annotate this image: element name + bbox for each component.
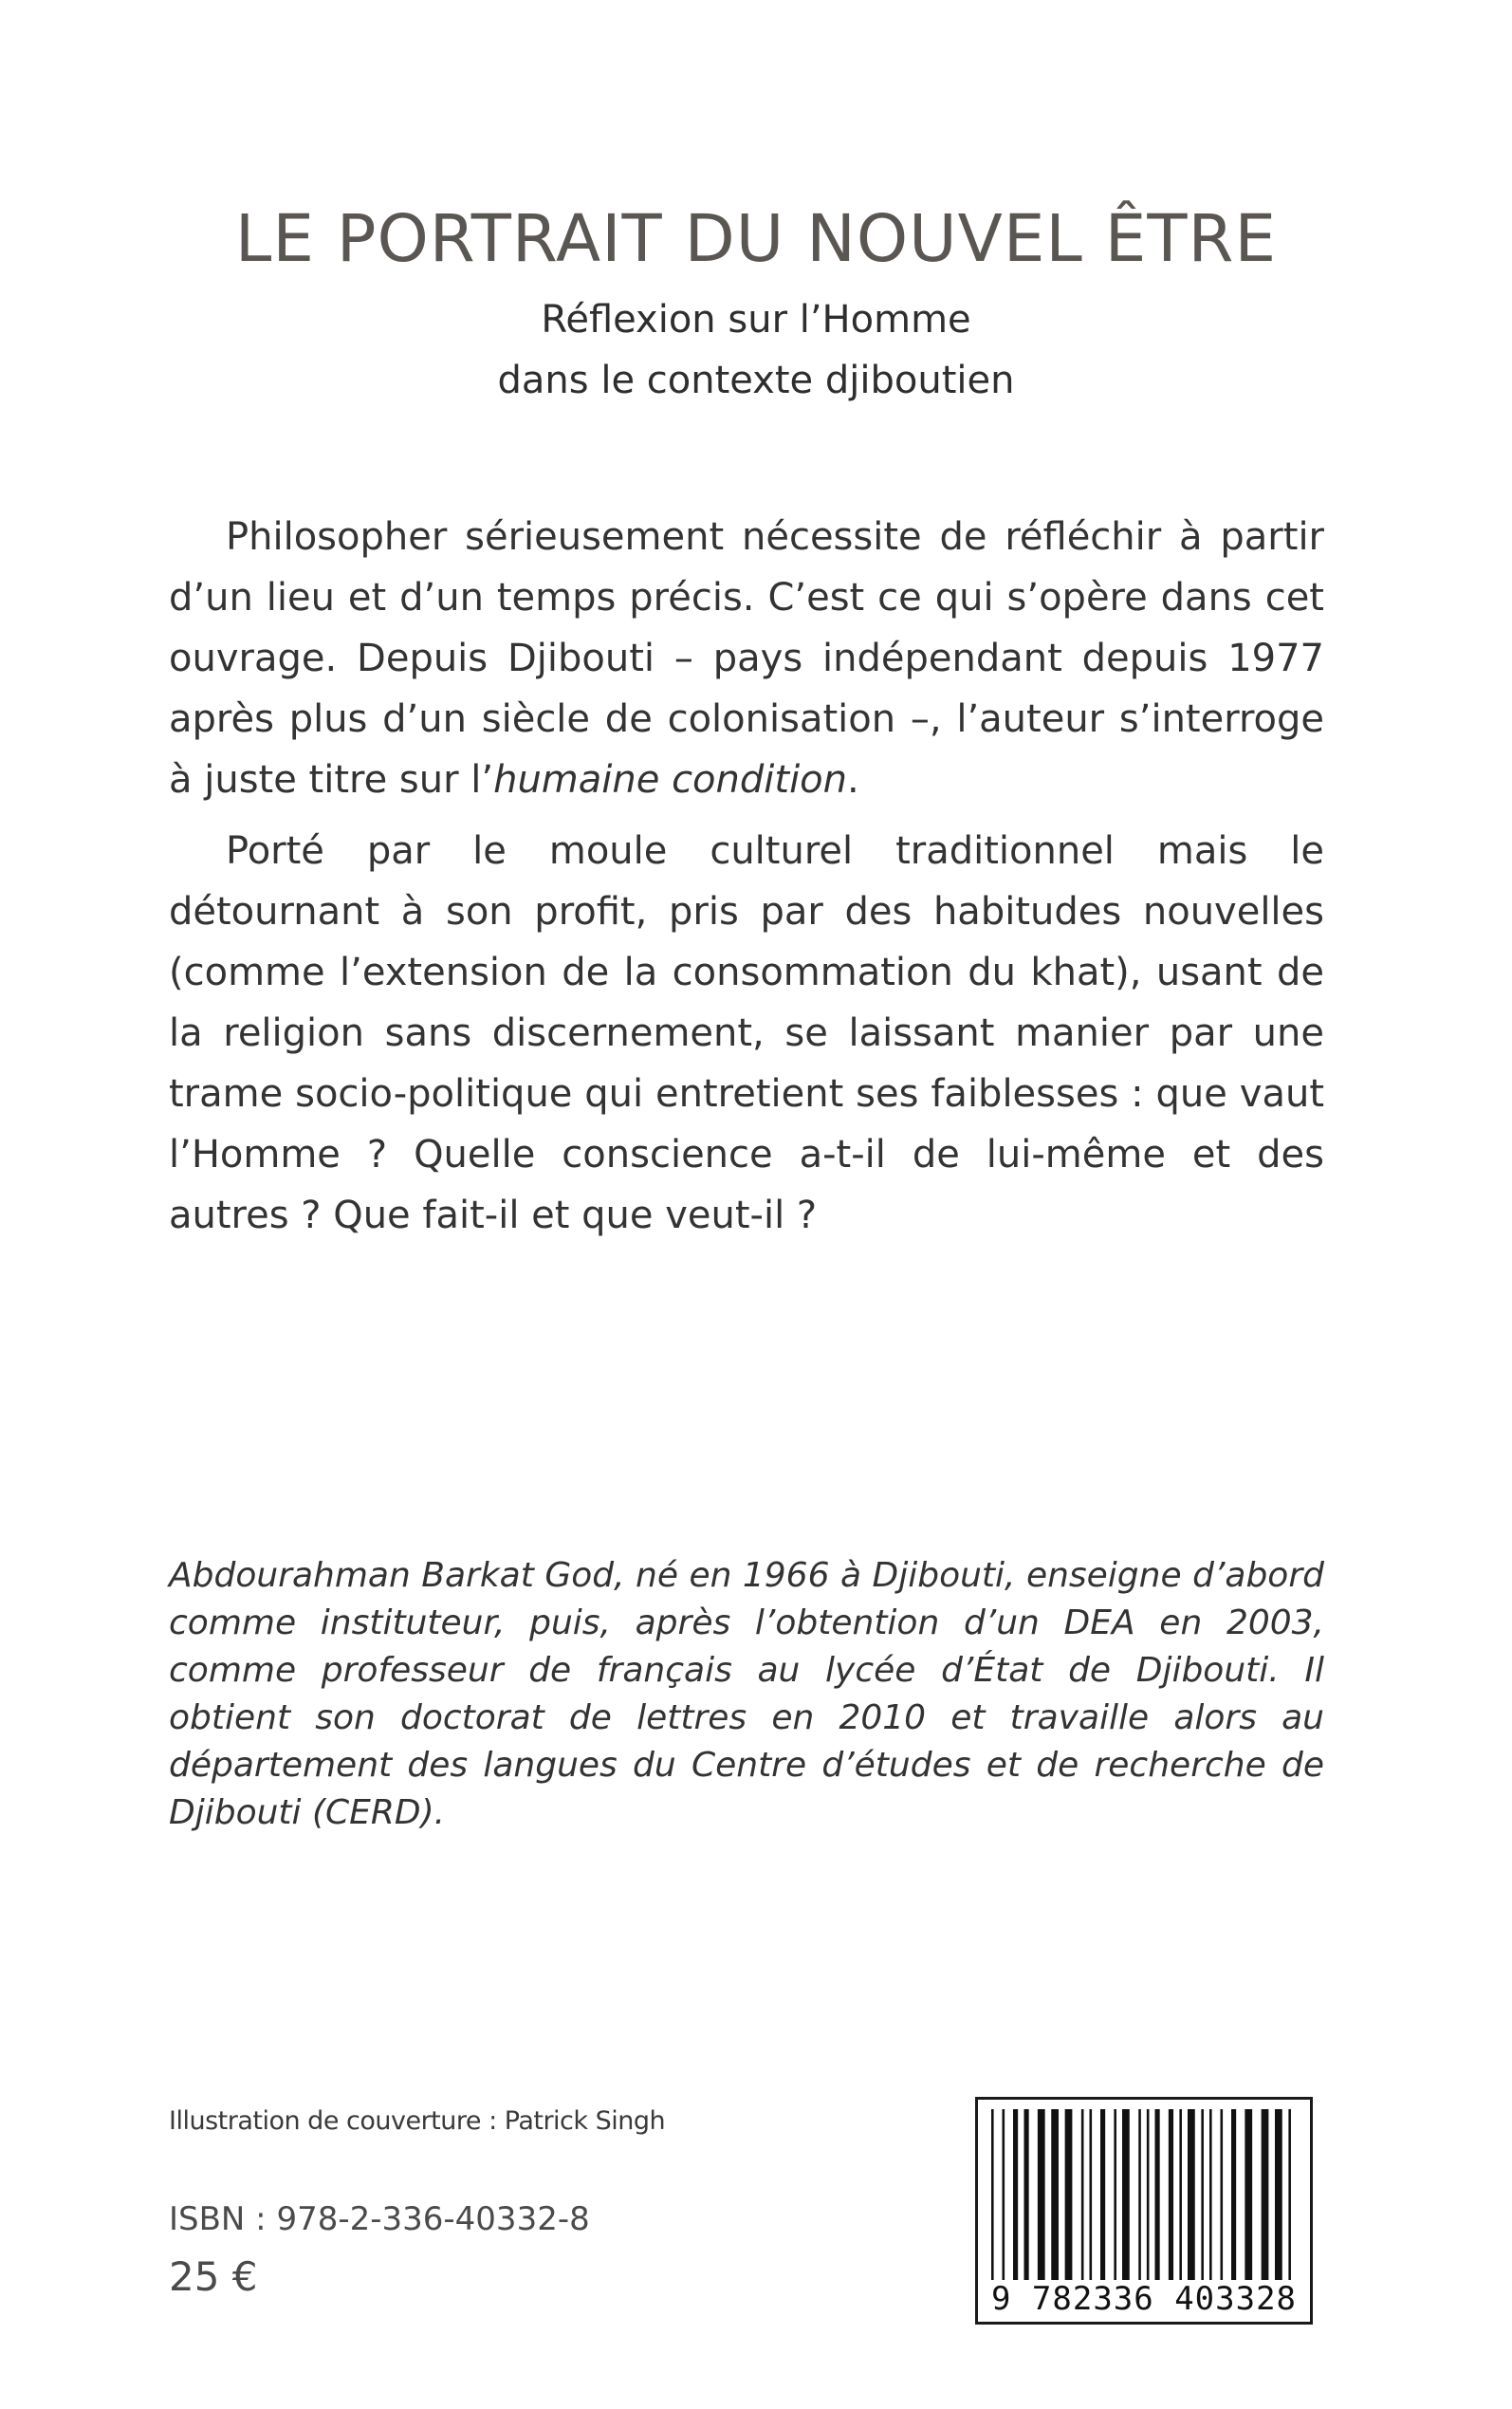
- barcode-bar: [1013, 2109, 1018, 2280]
- barcode-bar: [1169, 2109, 1173, 2280]
- barcode-bar: [1051, 2109, 1059, 2280]
- book-title: LE PORTRAIT DU NOUVEL ÊTRE: [234, 201, 1278, 277]
- barcode-bar: [991, 2109, 994, 2280]
- barcode-bar: [1221, 2109, 1224, 2280]
- subtitle-line-2: dans le contexte djiboutien: [497, 359, 1015, 402]
- blurb-paragraph-2: Porté par le moule culturel traditionnel mais le détournant à son profit, pris par des habitudes nouvelles (comme l’extension de la consommation du khat), usant de la religion sans discernement, se laissant manier par une trame socio-politique qui entretient ses faiblesses : que vaut l’Homme ? Quelle conscience a-t-il de lui-même et des autres ? Que fait-il et que veut-il ?: [169, 829, 1324, 1237]
- blurb-p1-italic: humaine condition: [493, 758, 848, 802]
- barcode-bar: [1275, 2109, 1282, 2280]
- author-bio-text: , né en 1966 à Djibouti, enseigne d’abord comme instituteur, puis, après l’obtention d’un DEA en 2003, comme professeur de français au lycée d’État de Djibouti. Il obtient son doctorat de lettres en 2010 et travaille alors au département des langues du Centre d’études et de recherche de Djibouti (CERD).: [169, 1556, 1324, 1832]
- price: 25 €: [169, 2253, 258, 2300]
- barcode-bar: [1147, 2109, 1150, 2280]
- barcode-bar: [1090, 2109, 1093, 2280]
- cover-illustration-credit: Illustration de couverture : Patrick Singh: [169, 2106, 666, 2136]
- book-subtitle: [0, 289, 1512, 411]
- barcode-bars: [978, 2100, 1310, 2280]
- barcode-bar: [1065, 2109, 1073, 2280]
- author-name: Abdourahman Barkat God: [169, 1556, 615, 1595]
- author-bio: [169, 1552, 1324, 1837]
- isbn: ISBN : 978-2-336-40332-8: [169, 2200, 590, 2238]
- barcode-bar: [1209, 2109, 1212, 2280]
- barcode-bar: [1231, 2109, 1236, 2280]
- barcode-bar: [1188, 2109, 1195, 2280]
- barcode-bar: [1003, 2109, 1005, 2280]
- barcode-bar: [1288, 2109, 1291, 2280]
- barcode-bar: [1245, 2109, 1252, 2280]
- barcode-bar: [1122, 2109, 1130, 2280]
- barcode-bar: [1100, 2109, 1105, 2280]
- barcode: [975, 2097, 1313, 2325]
- subtitle-line-1: Réflexion sur l’Homme: [541, 298, 971, 342]
- barcode-bar: [1114, 2109, 1116, 2280]
- barcode-bar: [1155, 2109, 1160, 2280]
- barcode-bar: [1038, 2109, 1045, 2280]
- barcode-bar: [1138, 2109, 1141, 2280]
- barcode-bar: [1081, 2109, 1084, 2280]
- barcode-bar: [1262, 2109, 1269, 2280]
- barcode-bar: [1201, 2109, 1204, 2280]
- blurb-p1-text: Philosopher sérieusement nécessite de réfléchir à partir d’un lieu et d’un temps précis. C’est ce qui s’opère dans cet ouvrage. Depuis Djibouti – pays indépendant depuis 1977 après plus d’un siècle de colonisation –, l’auteur s’interroge à juste titre sur l’: [169, 515, 1324, 802]
- blurb-p1-end: .: [847, 758, 859, 802]
- blurb-paragraph-1: [169, 507, 1324, 810]
- barcode-digits: 9 782336 403328: [978, 2280, 1310, 2318]
- barcode-bar: [1179, 2109, 1182, 2280]
- title-block: [0, 201, 1512, 411]
- barcode-bar: [1024, 2109, 1029, 2280]
